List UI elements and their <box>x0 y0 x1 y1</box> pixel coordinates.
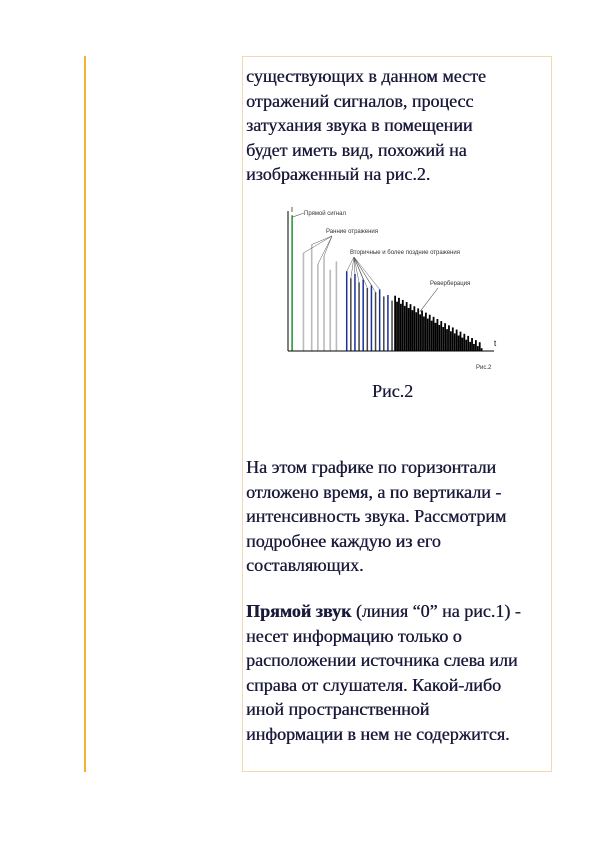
text-line: составляющих. <box>246 555 364 575</box>
leader-reverb <box>420 288 438 312</box>
text-line: подробнее каждую из его <box>246 530 441 551</box>
y-axis-label: I <box>291 207 293 214</box>
text-line: расположении источника слева или <box>246 650 518 670</box>
chart-bars <box>292 215 392 351</box>
figure-caption: Рис.2 <box>372 381 414 401</box>
leader-secondary <box>354 257 367 288</box>
text-line: отражений сигналов, процесс <box>246 90 474 111</box>
leader-secondary <box>354 257 380 289</box>
paragraph-direct-sound <box>246 599 550 746</box>
paragraph-graph-description <box>246 455 550 578</box>
leader-secondary <box>354 257 376 292</box>
text-fragment: (линия “0” на рис.1) - <box>351 601 521 621</box>
text-line: несет информацию только о <box>246 625 462 646</box>
text-line: затухания звука в помещении <box>246 115 473 135</box>
annotation-late: Вторичные и более поздние отражения <box>350 250 460 256</box>
paragraph-intro <box>246 64 550 187</box>
text-line: существующих в данном месте <box>246 66 486 86</box>
annotation-early: Ранние отражения <box>326 229 379 235</box>
left-margin-rule <box>84 56 86 772</box>
text-line: иной пространственной <box>246 699 430 719</box>
text-line <box>246 599 550 624</box>
text-line: справа от слушателя. Какой-либо <box>246 674 501 695</box>
term-direct-sound: Прямой звук <box>246 601 352 621</box>
chart-reverb-bars <box>395 296 482 351</box>
text-line: На этом графике по горизонтали <box>246 457 497 477</box>
x-axis-label: t <box>494 339 497 348</box>
text-line: информации в нем не содержится. <box>246 723 510 744</box>
leader-direct <box>292 213 304 217</box>
reverberation-chart <box>280 205 500 373</box>
annotation-reverb: Реверберация <box>430 281 471 287</box>
annotation-direct: Прямой сигнал <box>304 211 347 217</box>
text-line: интенсивность звука. Рассмотрим <box>246 506 507 526</box>
text-line: отложено время, а по вертикали - <box>246 481 502 502</box>
annotation-leader-lines <box>292 213 438 312</box>
text-line: будет иметь вид, похожий на <box>246 139 467 160</box>
text-line: изображенный на рис.2. <box>246 164 431 184</box>
figure-inner-caption: Рис.2 <box>476 365 492 371</box>
